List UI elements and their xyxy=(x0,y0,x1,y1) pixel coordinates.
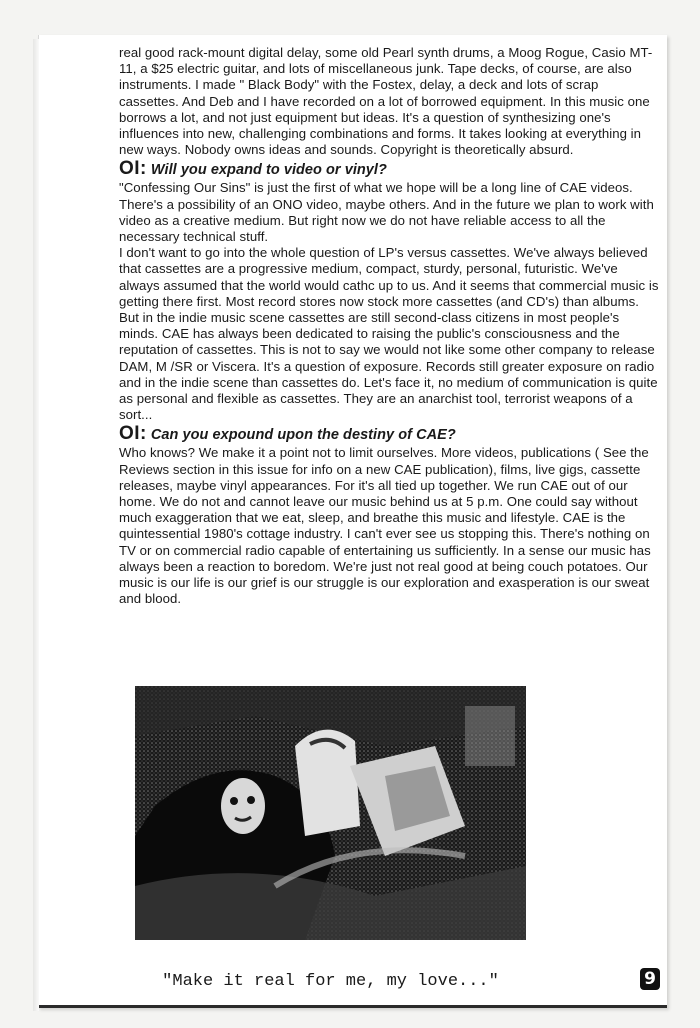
paragraph-equipment: real good rack-mount digital delay, some old Pearl synth drums, a Moog Rogue, Casio MT-11, a $25 electric guitar, and lots of miscellaneous junk. Tape decks, of course, are also instruments. I made " Black Body" with the Fostex, delay, a deck and lots of scrap cassettes. And Deb and I have recorded on a lot of borrowed equipment. In this music one borrows a lot, and not just equipment but ideas. It's a question of synthesizing one's influences into new, challenging combinations and forms. It takes looking at everything in new ways. Nobody owns ideas and sounds. Copyright is theoretically absurd. xyxy=(119,45,653,158)
photo-caption: "Make it real for me, my love..." xyxy=(162,972,499,991)
question-video-vinyl xyxy=(119,160,659,179)
interviewer-label: OI: xyxy=(119,423,147,445)
photocopied-photo xyxy=(135,686,526,940)
paragraph-cassettes: I don't want to go into the whole question of LP's versus cassettes. We've always believed that cassettes are a progressive medium, compact, sturdy, personal, futuristic. We've always assumed that the world would cathc up to us. And it seems that commercial music is getting there first. Most record stores now stock more cassettes (and CD's) than albums. But in the indie music scene cassettes are still second-class citizens in most people's minds. CAE has always been dedicated to raising the public's consciousness and the reputation of cassettes. This is not to say we would not like some other company to release DAM, M /SR or Viscera. It's a question of exposure. Records still greater exposure on radio and in the indie scene than cassettes do. Let's face it, no medium of communication is quite as personal and flexible as cassettes. They are an anarchist tool, terrorist weapons of a sort... xyxy=(119,245,659,423)
page-number: 9 xyxy=(640,968,660,990)
question-text: Will you expand to video or vinyl? xyxy=(150,162,387,179)
interviewer-label: OI: xyxy=(119,158,147,180)
question-text: Can you expound upon the destiny of CAE? xyxy=(150,427,456,444)
paragraph-videos: "Confessing Our Sins" is just the first of what we hope will be a long line of CAE videos. There's a possibility of an ONO video, maybe others. And in the future we plan to work with video as a creative medium. But right now we do not have reliable access to all the necessary technical stuff. xyxy=(119,180,654,245)
question-destiny xyxy=(119,425,659,444)
photo-image xyxy=(135,686,526,940)
paragraph-destiny: Who knows? We make it a point not to limit ourselves. More videos, publications ( See the Reviews section in this issue for info on a new CAE publication), films, live gigs, cassette releases, maybe vinyl appearances. For it's all tied up together. We run CAE out of our home. We do not and cannot leave our music behind us at 5 p.m. One could say without much exaggeration that we eat, sleep, and breathe this music and lifestyle. CAE is the quintessential 1980's cottage industry. I can't ever see us stopping this. There's nothing on TV or on commercial radio capable of entertaining us sufficiently. In a sense our music has always been a reaction to boredom. We're just not real good at being couch potatoes. Our music is our life is our grief is our struggle is our exploration and exasperation is our sweat and blood. xyxy=(119,445,651,607)
article-body xyxy=(119,45,659,608)
